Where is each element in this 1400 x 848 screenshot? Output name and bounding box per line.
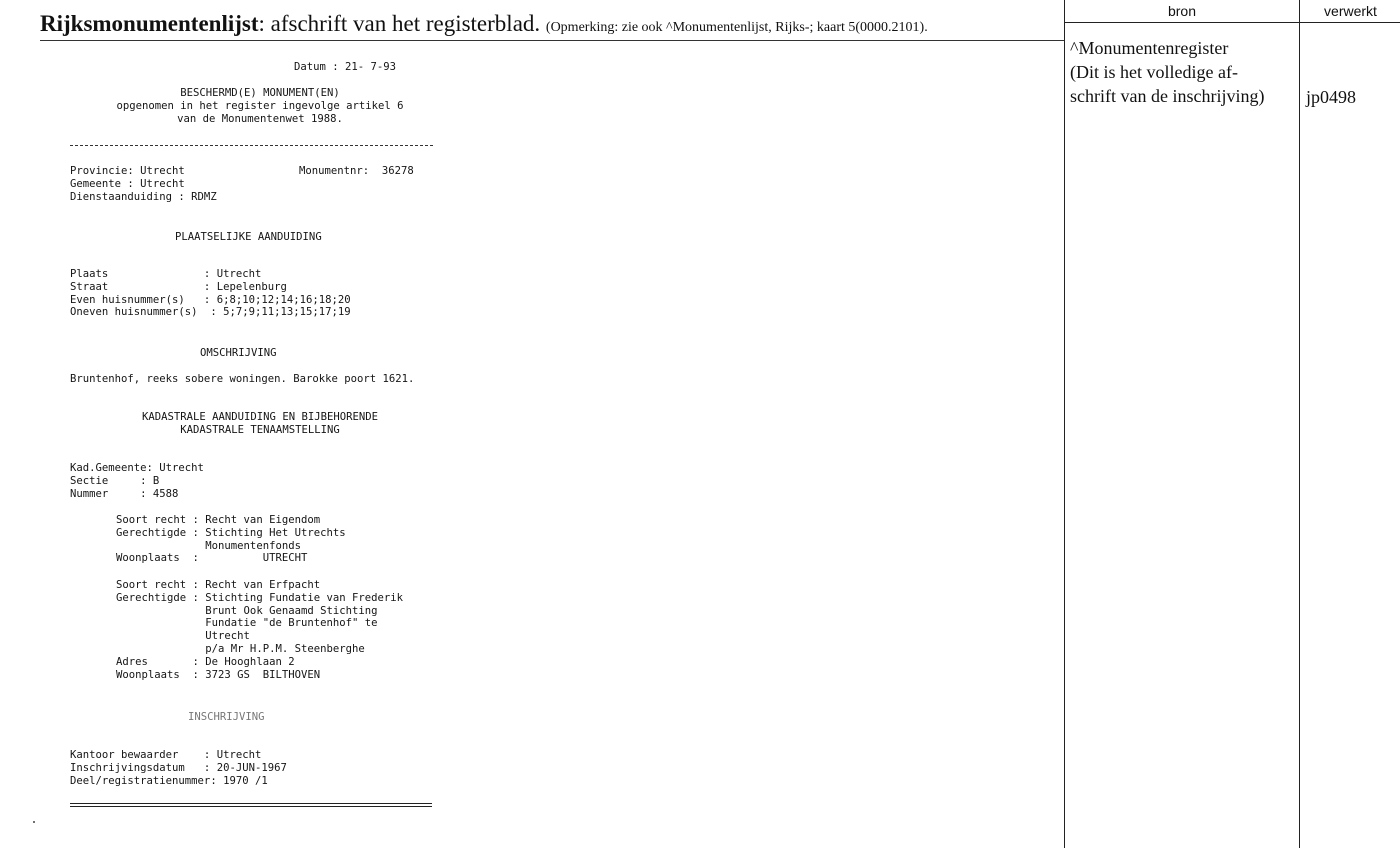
title-underline: [40, 40, 1064, 41]
register-header: BESCHERMD(E) MONUMENT(EN) opgenomen in het register ingevolge artikel 6 van de Monumentenwet 1988.: [116, 87, 404, 125]
recht-erfpacht-block: Soort recht : Recht van Erfpacht Gerechtigde : Stichting Fundatie van Frederik Brunt Ook Genaamd Stichting Fundatie "de Bruntenhof" te Utrecht p/a Mr H.P.M. Steenberghe Adres : De Hooghlaan 2 Woonplaats : 3723 GS BILTHOVEN: [116, 579, 404, 681]
kadastrale-heading: KADASTRALE AANDUIDING EN BIJBEHORENDE KADASTRALE TENAAMSTELLING: [142, 411, 378, 436]
plaatselijke-aanduiding-heading: PLAATSELIJKE AANDUIDING: [175, 231, 322, 243]
provincie-block: Provincie: Utrecht Gemeente : Utrecht Dienstaanduiding : RDMZ: [70, 165, 217, 203]
dashed-separator: [70, 145, 433, 146]
title-note: (Opmerking: zie ook ^Monumentenlijst, Rijks-; kaart 5(0000.2101).: [545, 20, 928, 35]
inschrijving-block: Kantoor bewaarder : Utrecht Inschrijvingsdatum : 20-JUN-1967 Deel/registratienummer: 1970 /1: [70, 749, 287, 787]
column-header-rule: [1064, 22, 1400, 23]
title-sub: : afschrift van het registerblad.: [258, 11, 541, 36]
datum-line: Datum : 21- 7-93: [294, 61, 397, 73]
bron-text: ^Monumentenregister (Dit is het volledige af- schrift van de inschrijving): [1070, 38, 1265, 106]
omschrijving-heading: OMSCHRIJVING: [200, 347, 277, 359]
verwerkt-text: jp0498: [1306, 87, 1357, 107]
inschrijving-heading: INSCHRIJVING: [188, 711, 265, 723]
kadastrale-block: Kad.Gemeente: Utrecht Sectie : B Nummer : 4588: [70, 462, 204, 500]
recht-eigendom-block: Soort recht : Recht van Eigendom Gerechtigde : Stichting Het Utrechts Monumentenfonds Woonplaats : UTRECHT: [116, 514, 346, 565]
column-header-verwerkt: verwerkt: [1324, 3, 1377, 19]
scan-speck: [33, 821, 35, 823]
double-rule-separator: [70, 803, 432, 807]
title-main: Rijksmonumentenlijst: [40, 11, 259, 36]
column-divider-bron: [1064, 0, 1065, 848]
page-title: [40, 10, 1055, 42]
column-divider-verwerkt: [1299, 0, 1300, 848]
monumentnummer: Monumentnr: 36278: [299, 165, 414, 177]
column-header-bron: bron: [1167, 3, 1197, 19]
omschrijving-text: Bruntenhof, reeks sobere woningen. Barokke poort 1621.: [70, 373, 415, 385]
plaatselijke-aanduiding-block: Plaats : Utrecht Straat : Lepelenburg Even huisnummer(s) : 6;8;10;12;14;16;18;20 Oneven huisnummer(s) : 5;7;9;11;13;15;17;19: [70, 268, 351, 319]
